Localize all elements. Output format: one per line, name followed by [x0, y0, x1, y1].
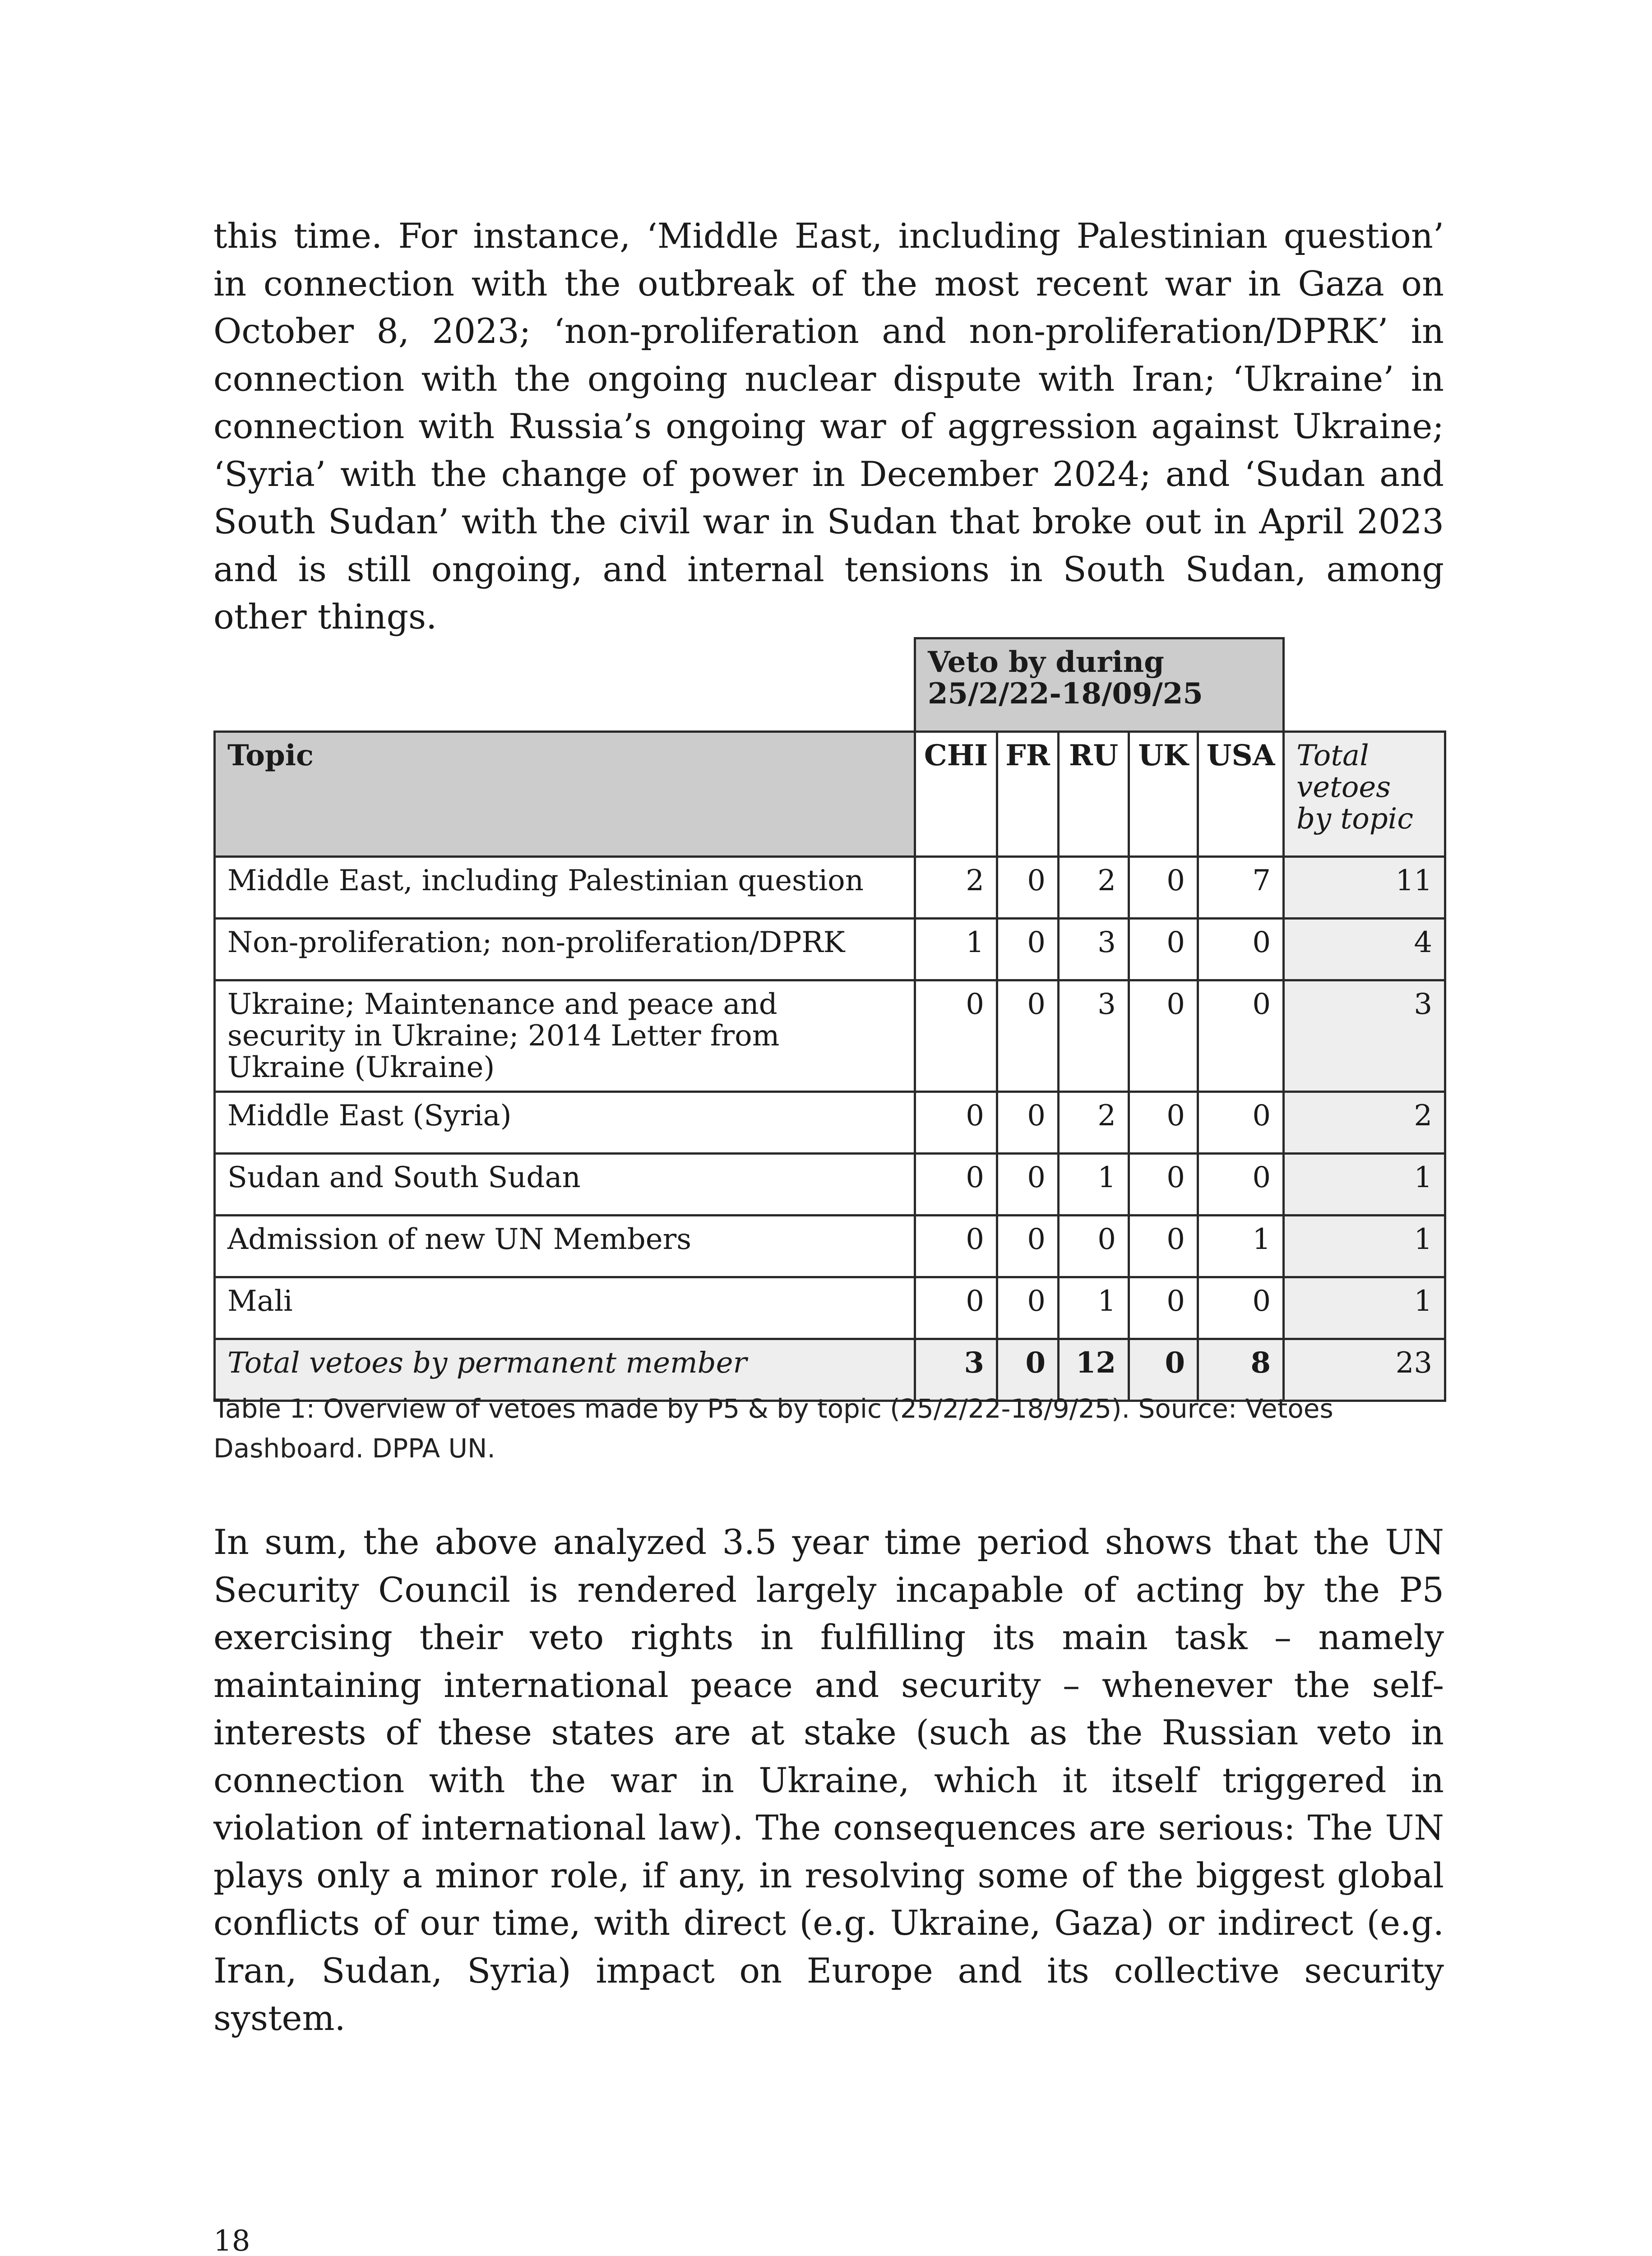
- value-cell: 0: [1129, 1277, 1198, 1339]
- value-cell: 0: [1198, 1277, 1284, 1339]
- topic-cell: Non-proliferation; non-proliferation/DPRK: [215, 919, 915, 980]
- table-row: [215, 919, 1445, 980]
- country-header-fr: FR: [997, 732, 1059, 857]
- summary-value: 0: [1129, 1339, 1198, 1401]
- value-cell: 0: [997, 1216, 1059, 1277]
- conclusion-paragraph: In sum, the above analyzed 3.5 year time period shows that the UN Security Council is rendered largely incapable of acting by the P5 exercising their veto rights in fulfilling its main task – namely maintaining international peace and security – whenever the self-interests of these states are at stake (such as the Russian veto in connection with the war in Ukraine, which it itself triggered in violation of international law). The consequences are serious: The UN plays only a minor role, if any, in resolving some of the biggest global conflicts of our time, with direct (e.g. Ukraine, Gaza) or indirect (e.g. Iran, Sudan, Syria) impact on Europe and its collective security system.: [213, 1522, 1444, 2038]
- value-cell: 1: [915, 919, 997, 980]
- value-cell: 7: [1198, 857, 1284, 919]
- value-cell: 0: [997, 919, 1059, 980]
- topic-cell: Admission of new UN Members: [215, 1216, 915, 1277]
- value-cell: 2: [1059, 857, 1129, 919]
- table-row: [215, 857, 1445, 919]
- value-cell: 0: [997, 1277, 1059, 1339]
- total-cell: 2: [1284, 1092, 1445, 1154]
- total-cell: 1: [1284, 1154, 1445, 1216]
- value-cell: 0: [997, 1154, 1059, 1216]
- value-cell: 0: [1198, 980, 1284, 1092]
- value-cell: 2: [1059, 1092, 1129, 1154]
- country-header-uk: UK: [1129, 732, 1198, 857]
- total-cell: 4: [1284, 919, 1445, 980]
- value-cell: 1: [1059, 1154, 1129, 1216]
- value-cell: 0: [915, 980, 997, 1092]
- value-cell: 0: [997, 857, 1059, 919]
- value-cell: 0: [997, 980, 1059, 1092]
- period-header: Veto by during 25/2/22-18/09/25: [915, 638, 1284, 732]
- value-cell: 0: [915, 1277, 997, 1339]
- value-cell: 1: [1059, 1277, 1129, 1339]
- table-row: [215, 980, 1445, 1092]
- topic-cell: Sudan and South Sudan: [215, 1154, 915, 1216]
- topic-cell: Middle East (Syria): [215, 1092, 915, 1154]
- summary-label: Total vetoes by permanent member: [215, 1339, 915, 1401]
- table-period-row: [215, 638, 1445, 732]
- blank-cell: [1284, 638, 1445, 732]
- total-cell: 3: [1284, 980, 1445, 1092]
- table-row: [215, 1216, 1445, 1277]
- value-cell: 0: [1059, 1216, 1129, 1277]
- value-cell: 0: [997, 1092, 1059, 1154]
- value-cell: 0: [1198, 919, 1284, 980]
- total-header: Total vetoes by topic: [1284, 732, 1445, 857]
- total-cell: 1: [1284, 1277, 1445, 1339]
- value-cell: 3: [1059, 919, 1129, 980]
- value-cell: 0: [915, 1154, 997, 1216]
- value-cell: 0: [1198, 1092, 1284, 1154]
- table-row: [215, 1277, 1445, 1339]
- topic-cell: Mali: [215, 1277, 915, 1339]
- value-cell: 0: [1198, 1154, 1284, 1216]
- value-cell: 0: [1129, 1092, 1198, 1154]
- table-row: [215, 1092, 1445, 1154]
- topic-header: Topic: [215, 732, 915, 857]
- value-cell: 0: [915, 1092, 997, 1154]
- summary-total: 23: [1284, 1339, 1445, 1401]
- summary-value: 12: [1059, 1339, 1129, 1401]
- value-cell: 0: [1129, 1216, 1198, 1277]
- blank-cell: [215, 638, 915, 732]
- topic-cell: Ukraine; Maintenance and peace and security in Ukraine; 2014 Letter from Ukraine (Ukraine): [215, 980, 915, 1092]
- intro-paragraph: this time. For instance, ‘Middle East, including Palestinian question’ in connection with the outbreak of the most recent war in Gaza on October 8, 2023; ‘non-proliferation and non-proliferation/DPRK’ in connection with the ongoing nuclear dispute with Iran; ‘Ukraine’ in connection with Russia’s ongoing war of aggression against Ukraine; ‘Syria’ with the change of power in December 2024; and ‘Sudan and South Sudan’ with the civil war in Sudan that broke out in April 2023 and is still ongoing, and internal tensions in South Sudan, among other things.: [213, 216, 1444, 637]
- country-header-chi: CHI: [915, 732, 997, 857]
- value-cell: 0: [1129, 1154, 1198, 1216]
- table-caption: Table 1: Overview of vetoes made by P5 & by topic (25/2/22-18/9/25). Source: Vetoes Dashboard. DPPA UN.: [213, 1393, 1333, 1464]
- country-header-usa: USA: [1198, 732, 1284, 857]
- summary-value: 8: [1198, 1339, 1284, 1401]
- total-cell: 1: [1284, 1216, 1445, 1277]
- total-cell: 11: [1284, 857, 1445, 919]
- table-row: [215, 1154, 1445, 1216]
- value-cell: 3: [1059, 980, 1129, 1092]
- summary-value: 0: [997, 1339, 1059, 1401]
- topic-cell: Middle East, including Palestinian question: [215, 857, 915, 919]
- value-cell: 2: [915, 857, 997, 919]
- value-cell: 0: [1129, 857, 1198, 919]
- table-header-row: [215, 732, 1445, 857]
- value-cell: 1: [1198, 1216, 1284, 1277]
- value-cell: 0: [1129, 919, 1198, 980]
- page-number: 18: [213, 2224, 250, 2256]
- country-header-ru: RU: [1059, 732, 1129, 857]
- value-cell: 0: [1129, 980, 1198, 1092]
- veto-table: [213, 637, 1446, 1402]
- summary-value: 3: [915, 1339, 997, 1401]
- value-cell: 0: [915, 1216, 997, 1277]
